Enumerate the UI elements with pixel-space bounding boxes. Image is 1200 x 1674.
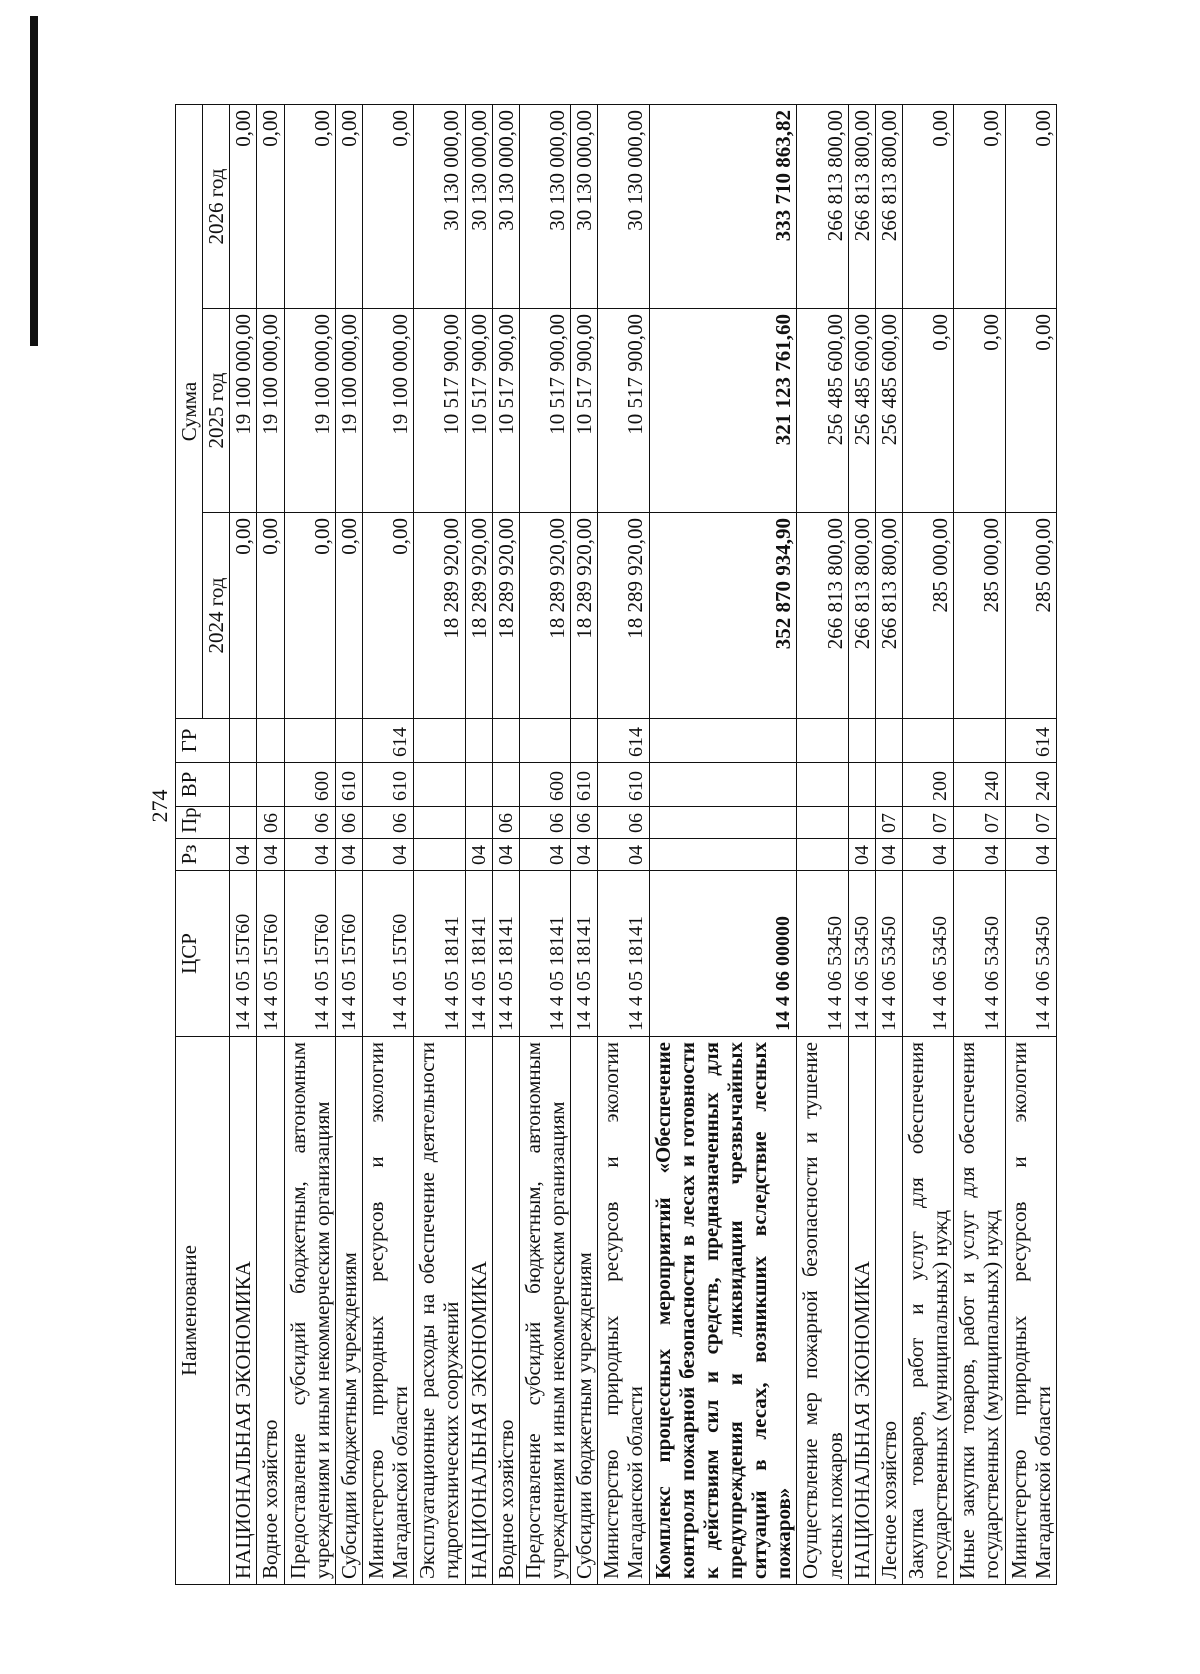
table-row (492, 104, 519, 1584)
row-pr: 06 (362, 807, 413, 839)
row-sum-2025: 10 517 900,00 (571, 309, 598, 513)
row-sum-2024: 352 870 934,90 (649, 513, 797, 719)
row-vr (649, 763, 797, 807)
row-sum-2026: 333 710 863,82 (649, 104, 797, 308)
rotated-table-wrapper (175, 105, 1055, 1585)
row-gr (414, 719, 465, 763)
row-gr (875, 719, 902, 763)
row-rz: 04 (257, 839, 284, 871)
row-sum-2025: 0,00 (954, 309, 1005, 513)
row-vr (257, 763, 284, 807)
row-rz: 04 (954, 839, 1005, 871)
header-name: Наименование (176, 1037, 230, 1585)
table-row (571, 104, 598, 1584)
row-rz (649, 839, 797, 871)
row-csr: 14 4 05 18141 (465, 871, 492, 1037)
row-vr (414, 763, 465, 807)
row-pr (414, 807, 465, 839)
row-sum-2025: 321 123 761,60 (649, 309, 797, 513)
table-row (954, 104, 1005, 1584)
table-header-row (176, 104, 203, 1584)
row-gr (519, 719, 570, 763)
row-gr: 614 (1005, 719, 1056, 763)
table-row (797, 104, 848, 1584)
header-pr: Пр (176, 807, 230, 839)
row-pr: 07 (875, 807, 902, 839)
row-gr (492, 719, 519, 763)
row-sum-2024: 0,00 (335, 513, 362, 719)
row-sum-2024: 266 813 800,00 (797, 513, 848, 719)
row-pr: 06 (598, 807, 649, 839)
row-name: НАЦИОНАЛЬНАЯ ЭКОНОМИКА (465, 1037, 492, 1585)
row-rz: 04 (492, 839, 519, 871)
row-csr: 14 4 06 53450 (902, 871, 953, 1037)
row-sum-2024: 0,00 (284, 513, 335, 719)
row-rz: 04 (230, 839, 257, 871)
row-sum-2025: 19 100 000,00 (230, 309, 257, 513)
row-pr (649, 807, 797, 839)
row-sum-2026: 0,00 (1005, 104, 1056, 308)
table-row (257, 104, 284, 1584)
row-vr: 600 (284, 763, 335, 807)
row-name: Комплекс процессных мероприятий «Обеспечение контроля пожарной безопасности в лесах и готовности к действиям сил и средств, предназначенных для предупреждения и ликвидации чрезвычайных ситуаций в лесах, возникших вследствие лесных пожаров» (649, 1037, 797, 1585)
row-csr: 14 4 06 53450 (954, 871, 1005, 1037)
row-vr (797, 763, 848, 807)
row-sum-2024: 0,00 (257, 513, 284, 719)
row-name: Эксплуатационные расходы на обеспечение деятельности гидротехнических сооружений (414, 1037, 465, 1585)
row-name: Водное хозяйство (492, 1037, 519, 1585)
row-rz: 04 (598, 839, 649, 871)
row-sum-2025: 256 485 600,00 (875, 309, 902, 513)
row-vr (230, 763, 257, 807)
table-row (335, 104, 362, 1584)
row-sum-2026: 30 130 000,00 (598, 104, 649, 308)
row-gr (649, 719, 797, 763)
table-row (362, 104, 413, 1584)
row-rz: 04 (519, 839, 570, 871)
row-vr (492, 763, 519, 807)
row-sum-2026: 30 130 000,00 (414, 104, 465, 308)
row-sum-2026: 0,00 (362, 104, 413, 308)
row-sum-2024: 0,00 (230, 513, 257, 719)
row-pr (465, 807, 492, 839)
header-csr: ЦСР (176, 871, 230, 1037)
row-sum-2026: 0,00 (284, 104, 335, 308)
row-name: Водное хозяйство (257, 1037, 284, 1585)
budget-table (175, 104, 1057, 1585)
row-gr (335, 719, 362, 763)
row-sum-2025: 256 485 600,00 (848, 309, 875, 513)
row-rz: 04 (571, 839, 598, 871)
row-sum-2024: 0,00 (362, 513, 413, 719)
row-sum-2024: 285 000,00 (954, 513, 1005, 719)
row-name: Закупка товаров, работ и услуг для обеспечения государственных (муниципальных) нужд (902, 1037, 953, 1585)
row-csr: 14 4 05 15Т60 (284, 871, 335, 1037)
header-year-2025: 2025 год (203, 309, 230, 513)
row-rz: 04 (848, 839, 875, 871)
row-name: Предоставление субсидий бюджетным, автономным учреждениям и иным некоммерческим организациям (519, 1037, 570, 1585)
row-csr: 14 4 05 18141 (598, 871, 649, 1037)
header-vr: ВР (176, 763, 230, 807)
page-number: 274 (147, 789, 172, 823)
row-sum-2025: 10 517 900,00 (465, 309, 492, 513)
row-rz: 04 (362, 839, 413, 871)
row-vr (848, 763, 875, 807)
row-vr (875, 763, 902, 807)
table-row (1005, 104, 1056, 1584)
row-name: НАЦИОНАЛЬНАЯ ЭКОНОМИКА (230, 1037, 257, 1585)
row-vr: 240 (954, 763, 1005, 807)
row-rz: 04 (902, 839, 953, 871)
row-name: Субсидии бюджетным учреждениям (335, 1037, 362, 1585)
row-csr: 14 4 05 18141 (414, 871, 465, 1037)
row-gr: 614 (362, 719, 413, 763)
row-sum-2024: 285 000,00 (1005, 513, 1056, 719)
row-rz: 04 (335, 839, 362, 871)
row-csr: 14 4 06 53450 (1005, 871, 1056, 1037)
row-sum-2026: 266 813 800,00 (875, 104, 902, 308)
header-gr: ГР (176, 719, 230, 763)
row-vr: 600 (519, 763, 570, 807)
row-name: Иные закупки товаров, работ и услуг для обеспечения государственных (муниципальных) нужд (954, 1037, 1005, 1585)
row-sum-2025: 0,00 (902, 309, 953, 513)
row-vr: 610 (598, 763, 649, 807)
row-gr (848, 719, 875, 763)
row-name: Министерство природных ресурсов и экологии Магаданской области (362, 1037, 413, 1585)
table-row (414, 104, 465, 1584)
row-sum-2025: 19 100 000,00 (362, 309, 413, 513)
row-name: НАЦИОНАЛЬНАЯ ЭКОНОМИКА (848, 1037, 875, 1585)
row-name: Предоставление субсидий бюджетным, автономным учреждениям и иным некоммерческим организациям (284, 1037, 335, 1585)
row-vr: 200 (902, 763, 953, 807)
row-pr: 06 (257, 807, 284, 839)
table-row (649, 104, 797, 1584)
row-pr (797, 807, 848, 839)
row-vr: 240 (1005, 763, 1056, 807)
row-gr (954, 719, 1005, 763)
row-sum-2025: 10 517 900,00 (519, 309, 570, 513)
row-rz (797, 839, 848, 871)
row-name: Министерство природных ресурсов и экологии Магаданской области (598, 1037, 649, 1585)
row-vr: 610 (362, 763, 413, 807)
row-sum-2026: 0,00 (335, 104, 362, 308)
row-pr: 06 (284, 807, 335, 839)
table-row (465, 104, 492, 1584)
row-gr (797, 719, 848, 763)
row-sum-2025: 10 517 900,00 (598, 309, 649, 513)
header-sum: Сумма (176, 104, 203, 718)
row-sum-2025: 10 517 900,00 (492, 309, 519, 513)
row-sum-2024: 266 813 800,00 (875, 513, 902, 719)
row-sum-2026: 30 130 000,00 (519, 104, 570, 308)
header-year-2026: 2026 год (203, 104, 230, 308)
row-csr: 14 4 05 18141 (571, 871, 598, 1037)
table-row (230, 104, 257, 1584)
row-sum-2025: 19 100 000,00 (284, 309, 335, 513)
row-sum-2026: 0,00 (954, 104, 1005, 308)
row-csr: 14 4 05 18141 (519, 871, 570, 1037)
row-sum-2026: 30 130 000,00 (492, 104, 519, 308)
row-sum-2024: 18 289 920,00 (598, 513, 649, 719)
row-sum-2025: 0,00 (1005, 309, 1056, 513)
row-gr: 614 (598, 719, 649, 763)
row-csr: 14 4 05 18141 (492, 871, 519, 1037)
row-csr: 14 4 06 53450 (797, 871, 848, 1037)
row-sum-2026: 0,00 (257, 104, 284, 308)
row-sum-2024: 18 289 920,00 (414, 513, 465, 719)
row-gr (257, 719, 284, 763)
table-row (902, 104, 953, 1584)
row-name: Осуществление мер пожарной безопасности и тушение лесных пожаров (797, 1037, 848, 1585)
row-pr: 07 (954, 807, 1005, 839)
table-row (848, 104, 875, 1584)
row-sum-2024: 18 289 920,00 (571, 513, 598, 719)
scan-edge-bar (30, 16, 38, 346)
row-sum-2024: 266 813 800,00 (848, 513, 875, 719)
row-pr: 06 (571, 807, 598, 839)
row-sum-2026: 0,00 (902, 104, 953, 308)
row-sum-2026: 266 813 800,00 (848, 104, 875, 308)
row-csr: 14 4 06 00000 (649, 871, 797, 1037)
row-pr (848, 807, 875, 839)
row-csr: 14 4 05 15Т60 (257, 871, 284, 1037)
table-row (875, 104, 902, 1584)
row-sum-2025: 19 100 000,00 (335, 309, 362, 513)
row-name: Министерство природных ресурсов и экологии Магаданской области (1005, 1037, 1056, 1585)
row-sum-2025: 10 517 900,00 (414, 309, 465, 513)
row-vr: 610 (335, 763, 362, 807)
row-sum-2024: 18 289 920,00 (492, 513, 519, 719)
row-rz: 04 (284, 839, 335, 871)
header-rz: Рз (176, 839, 230, 871)
row-sum-2024: 18 289 920,00 (465, 513, 492, 719)
row-rz: 04 (875, 839, 902, 871)
row-pr: 07 (902, 807, 953, 839)
row-gr (571, 719, 598, 763)
row-csr: 14 4 05 15Т60 (335, 871, 362, 1037)
row-sum-2026: 30 130 000,00 (465, 104, 492, 308)
row-pr: 06 (519, 807, 570, 839)
row-rz (414, 839, 465, 871)
row-sum-2025: 19 100 000,00 (257, 309, 284, 513)
row-sum-2026: 0,00 (230, 104, 257, 308)
row-csr: 14 4 06 53450 (848, 871, 875, 1037)
row-vr: 610 (571, 763, 598, 807)
row-pr (230, 807, 257, 839)
row-name: Субсидии бюджетным учреждениям (571, 1037, 598, 1585)
row-sum-2026: 30 130 000,00 (571, 104, 598, 308)
row-rz: 04 (465, 839, 492, 871)
table-row (519, 104, 570, 1584)
row-csr: 14 4 06 53450 (875, 871, 902, 1037)
table-row (284, 104, 335, 1584)
row-sum-2024: 18 289 920,00 (519, 513, 570, 719)
header-year-2024: 2024 год (203, 513, 230, 719)
row-csr: 14 4 05 15Т60 (230, 871, 257, 1037)
row-vr (465, 763, 492, 807)
row-rz: 04 (1005, 839, 1056, 871)
row-gr (902, 719, 953, 763)
row-gr (465, 719, 492, 763)
row-gr (284, 719, 335, 763)
row-pr: 06 (492, 807, 519, 839)
row-csr: 14 4 05 15Т60 (362, 871, 413, 1037)
row-name: Лесное хозяйство (875, 1037, 902, 1585)
row-gr (230, 719, 257, 763)
row-sum-2026: 266 813 800,00 (797, 104, 848, 308)
row-sum-2024: 285 000,00 (902, 513, 953, 719)
row-sum-2025: 256 485 600,00 (797, 309, 848, 513)
table-row (598, 104, 649, 1584)
row-pr: 06 (335, 807, 362, 839)
row-pr: 07 (1005, 807, 1056, 839)
